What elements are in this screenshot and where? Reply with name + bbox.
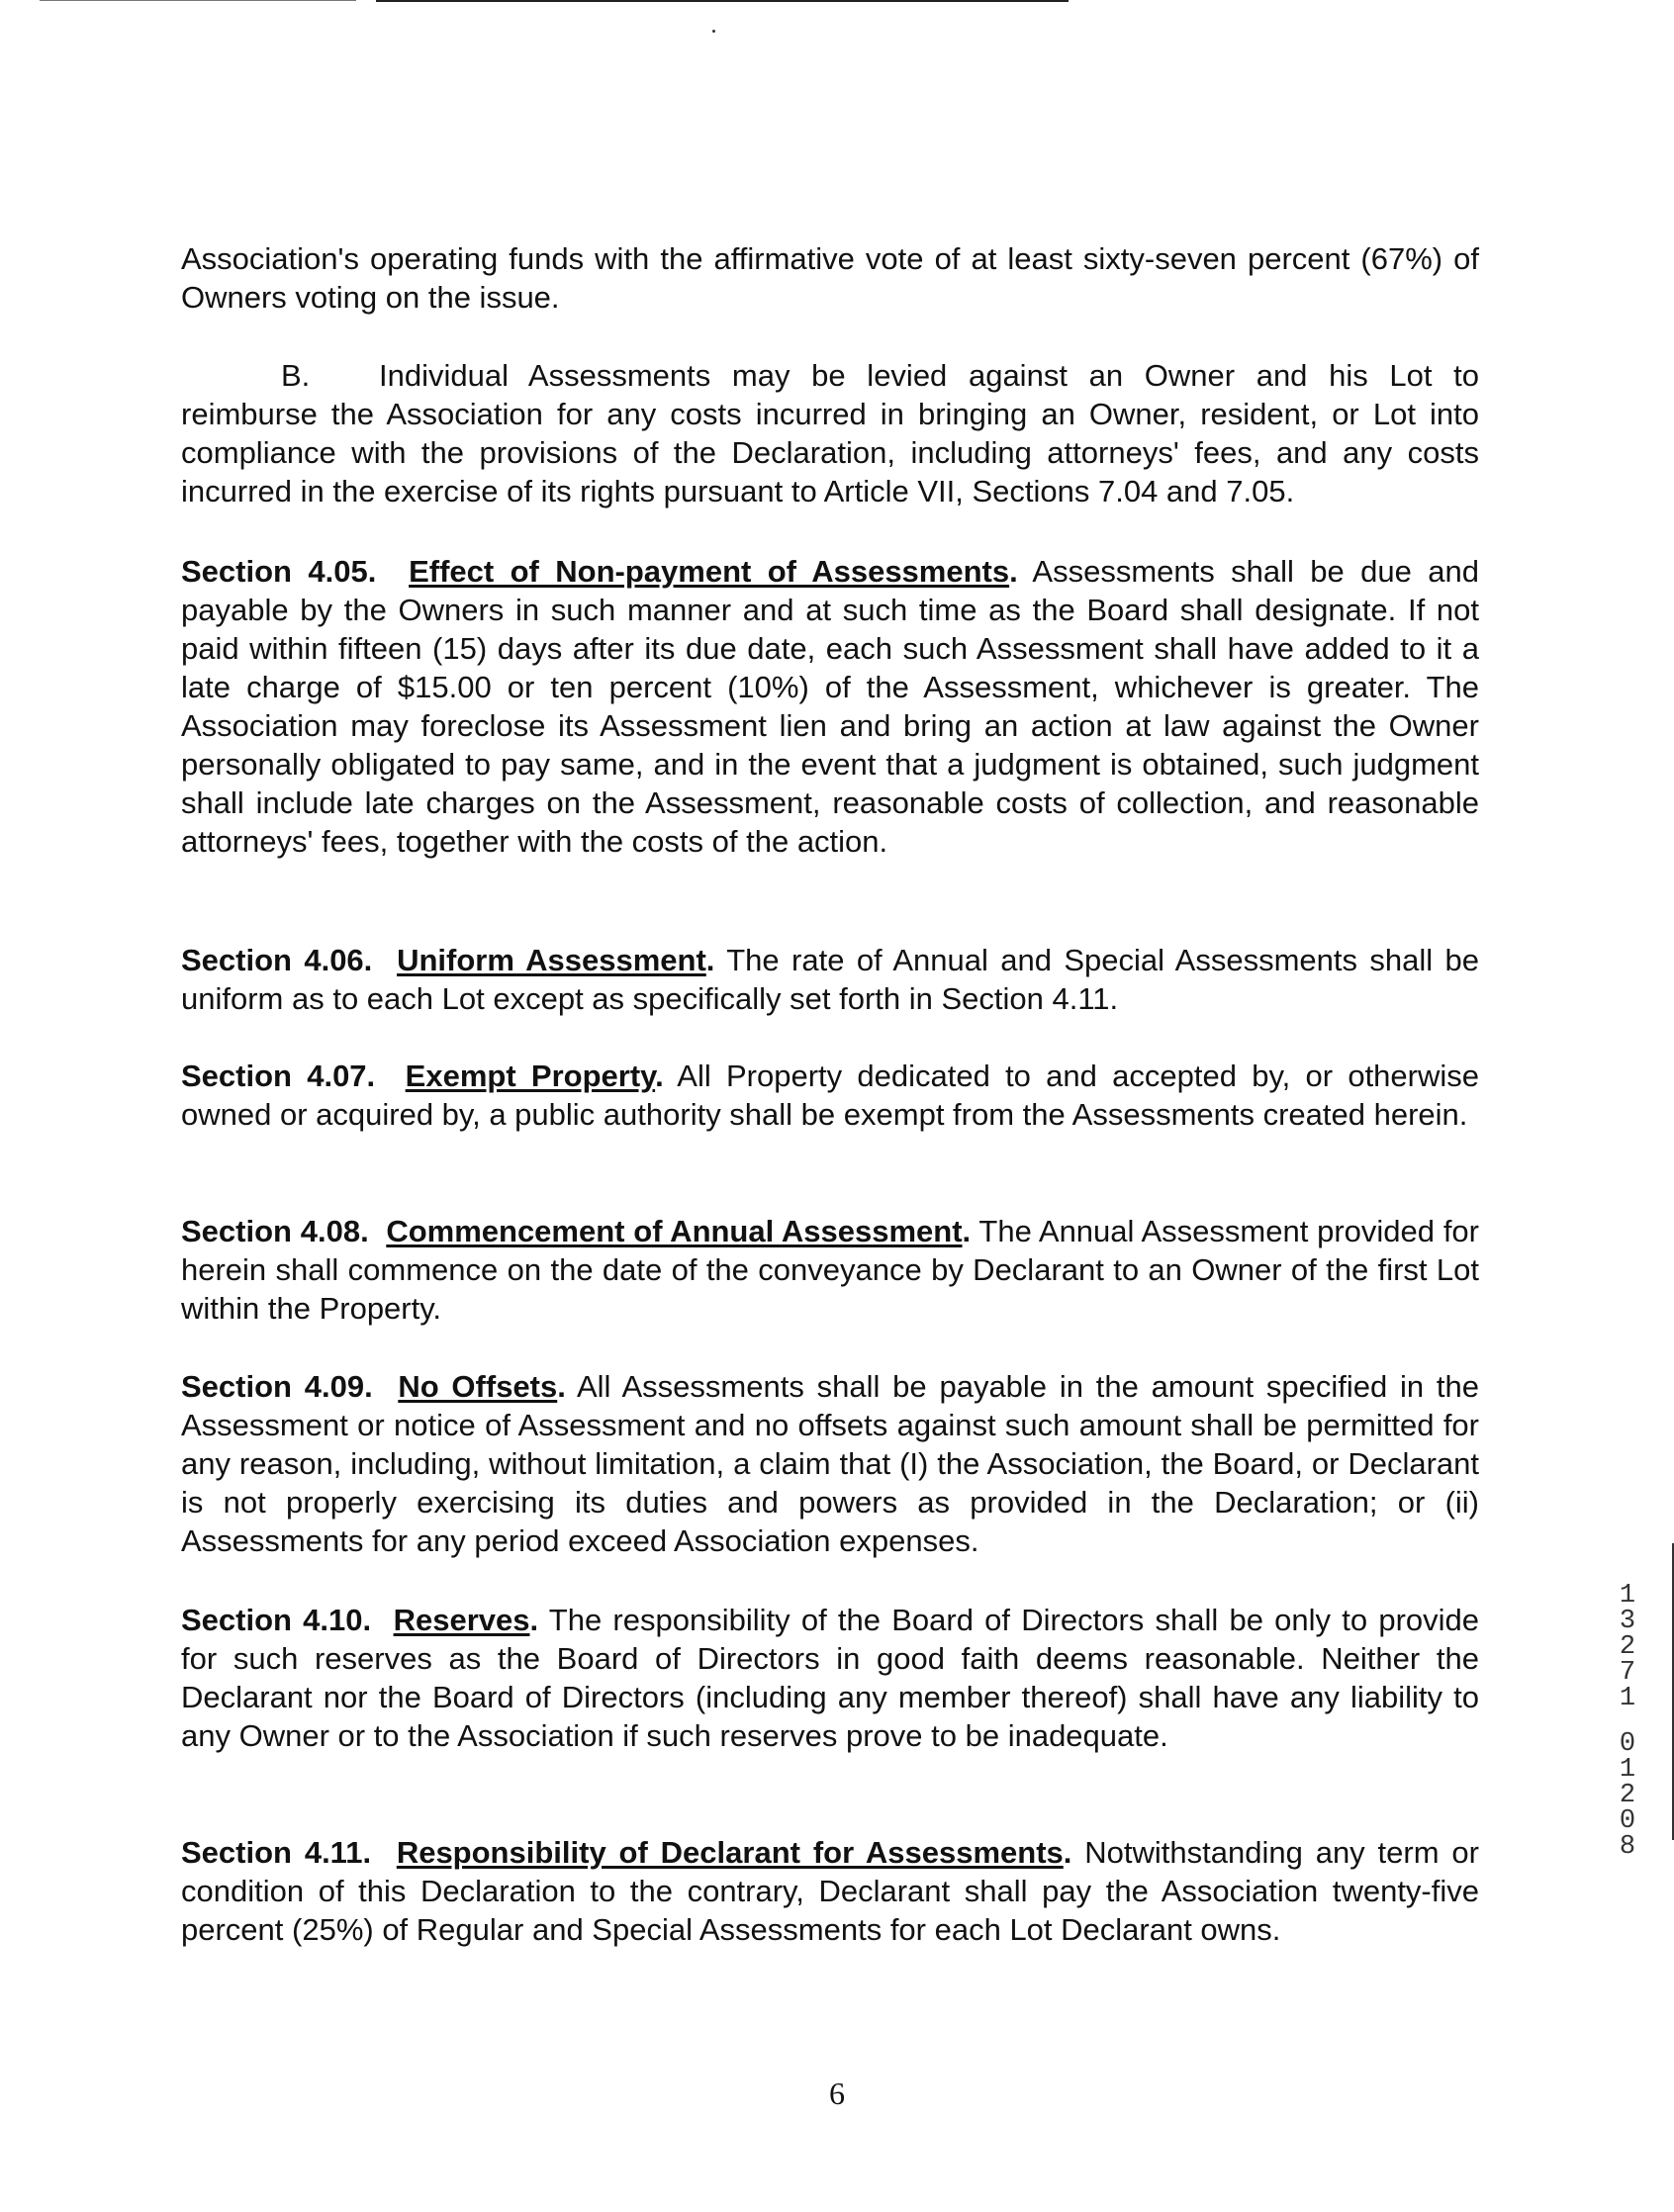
section-body: Notwithstanding any term or condition of this Declaration to the contrary, Declarant shall pay the Association twenty-five percent (25%) of Regular and Special Assessments for each Lot Declarant owns. (181, 1835, 1479, 1947)
section-number: Section 4.08. (181, 1214, 369, 1248)
section-number: Section 4.10. (181, 1603, 372, 1637)
section-number: Section 4.09. (181, 1369, 373, 1404)
continuation-text: Association's operating funds with the affirmative vote of at least sixty-seven percent (67%) of Owners voting on the issue. (181, 241, 1479, 315)
continuation-paragraph (181, 239, 1479, 317)
paragraph-b-text: Individual Assessments may be levied against an Owner and his Lot to reimburse the Association for any costs incurred in bringing an Owner, resident, or Lot into compliance with the provisions of the Declaration, including attorneys' fees, and any costs incurred in the exercise of its rights pursuant to Article VII, Sections 7.04 and 7.05. (181, 358, 1479, 508)
section-4-06: Section 4.06. Uniform Assessment. The rate of Annual and Special Assessments shall be uniform as to each Lot except as specifically set forth in Section 4.11. (181, 943, 1480, 1016)
section-4-07: Section 4.07. Exempt Property. All Property dedicated to and accepted by, or otherwise owned or acquired by, a public authority shall be exempt from the Assessments created herein. (181, 1059, 1479, 1132)
section-title: Effect of Non-payment of Assessments (409, 554, 1010, 589)
stamp-digit: 1 (1619, 1581, 1636, 1611)
section-number: Section 4.05. (181, 554, 377, 589)
section-body: Assessments shall be due and payable by the Owners in such manner and at such time as the Board shall designate. If not paid within fifteen (15) days after its due date, each such Assessment shall have added to it a late charge of $15.00 or ten percent (10%) of the Assessment, whichever is greater. The Association may foreclose its Assessment lien and bring an action at law against the Owner personally obligated to pay same, and in the event that a judgment is obtained, such judgment shall include late charges on the Assessment, reasonable costs of collection, and reasonable attorneys' fees, together with the costs of the action. (181, 554, 1479, 859)
page-number: 6 (829, 2075, 845, 2111)
stamp-digit: 3 (1619, 1607, 1636, 1636)
stamp-digit: 0 (1619, 1729, 1636, 1759)
stamp-digit: 0 (1619, 1806, 1636, 1836)
section-4-05: Section 4.05. Effect of Non-payment of Assessments. Assessments shall be due and payable by the Owners in such manner and at such time as the Board shall designate. If not paid within fifteen (15) days after its due date, each such Assessment shall have added to it a late charge of $15.00 or ten percent (10%) of the Assessment, whichever is greater. The Association may foreclose its Assessment lien and bring an action at law against the Owner personally obligated to pay same, and in the event that a judgment is obtained, such judgment shall include late charges on the Assessment, reasonable costs of collection, and reasonable attorneys' fees, together with the costs of the action. (181, 554, 1479, 859)
section-number: Section 4.06. (181, 943, 373, 977)
paragraph-b (181, 356, 1479, 510)
stamp-digit: 8 (1619, 1832, 1636, 1862)
section-title: Uniform Assessment (397, 943, 706, 977)
stamp-digit: 1 (1619, 1755, 1636, 1785)
stamp-digit: 2 (1619, 1632, 1636, 1662)
paragraph-b-letter: B. (281, 358, 311, 393)
section-body: The rate of Annual and Special Assessments shall be uniform as to each Lot except as specifically set forth in Section 4.11. (181, 943, 1480, 1016)
stamp-digit: 1 (1619, 1684, 1636, 1713)
section-title: Reserves (393, 1603, 530, 1637)
section-4-09: Section 4.09. No Offsets. All Assessments shall be payable in the amount specified in the Assessment or notice of Assessment and no offsets against such amount shall be permitted for any reason, including, without limitation, a claim that (I) the Association, the Board, or Declarant is not properly exercising its duties and powers as provided in the Declaration; or (ii) Assessments for any period exceed Association expenses. (181, 1369, 1480, 1558)
section-number: Section 4.07. (181, 1059, 376, 1093)
scan-artifact-line (376, 0, 1069, 2)
stamp-digit: 2 (1619, 1781, 1636, 1810)
section-title: Exempt Property (405, 1059, 656, 1093)
section-title: Responsibility of Declarant for Assessments (396, 1835, 1064, 1870)
section-4-08: Section 4.08. Commencement of Annual Assessment. The Annual Assessment provided for herein shall commence on the date of the conveyance by Declarant to an Owner of the first Lot within the Property. (181, 1214, 1480, 1326)
margin-document-stamp (1613, 1583, 1642, 1860)
section-number: Section 4.11. (181, 1835, 372, 1870)
section-body: All Property dedicated to and accepted by, or otherwise owned or acquired by, a public authority shall be exempt from the Assessments created herein. (181, 1059, 1479, 1132)
section-4-11: Section 4.11. Responsibility of Declarant for Assessments. Notwithstanding any term or condition of this Declaration to the contrary, Declarant shall pay the Association twenty-five percent (25%) of Regular and Special Assessments for each Lot Declarant owns. (181, 1835, 1479, 1947)
section-body: The responsibility of the Board of Directors shall be only to provide for such reserves as the Board of Directors in good faith deems reasonable. Neither the Declarant nor the Board of Directors (including any member thereof) shall have any liability to any Owner or to the Association if such reserves prove to be inadequate. (181, 1603, 1479, 1753)
stamp-digit: 7 (1619, 1658, 1636, 1688)
scan-artifact-line (40, 0, 356, 1)
section-body: All Assessments shall be payable in the amount specified in the Assessment or notice of Assessment and no offsets against such amount shall be permitted for any reason, including, without limitation, a claim that (I) the Association, the Board, or Declarant is not properly exercising its duties and powers as provided in the Declaration; or (ii) Assessments for any period exceed Association expenses. (181, 1369, 1480, 1558)
section-title: No Offsets (398, 1369, 558, 1404)
section-4-10: Section 4.10. Reserves. The responsibility of the Board of Directors shall be only to provide for such reserves as the Board of Directors in good faith deems reasonable. Neither the Declarant nor the Board of Directors (including any member thereof) shall have any liability to any Owner or to the Association if such reserves prove to be inadequate. (181, 1603, 1479, 1753)
section-title: Commencement of Annual Assessment (386, 1214, 963, 1248)
scan-artifact-dot (712, 30, 715, 33)
section-body: The Annual Assessment provided for herein shall commence on the date of the conveyance by Declarant to an Owner of the first Lot within the Property. (181, 1214, 1480, 1326)
